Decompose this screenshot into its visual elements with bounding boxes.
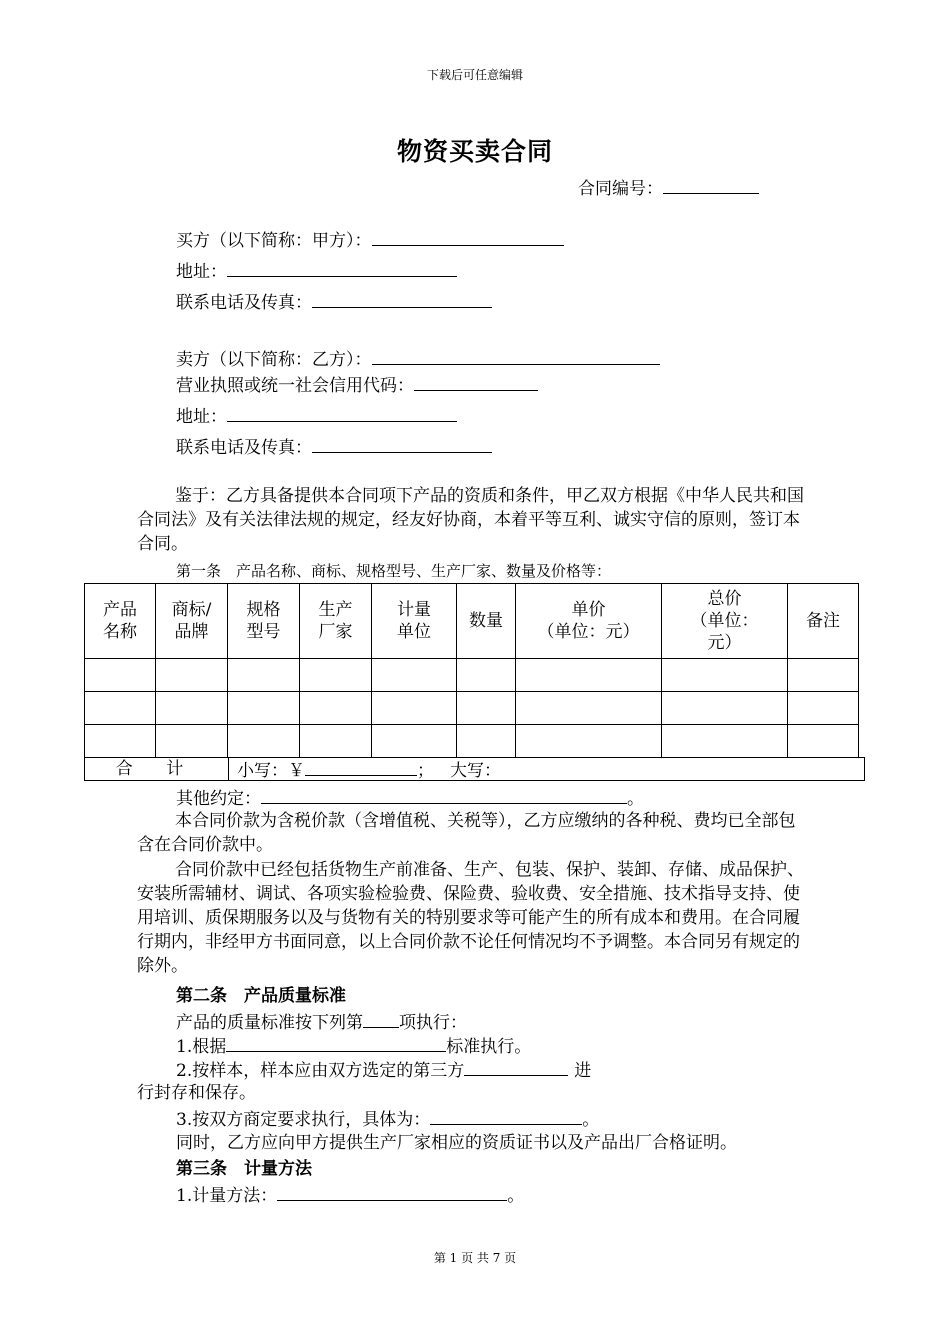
header-cell [457, 584, 516, 659]
seller-phone-field[interactable] [312, 435, 492, 453]
buyer-phone-line [176, 290, 492, 314]
price-paragraph-2: 合同价款中已经包括货物生产前准备、生产、包装、保护、装卸、存储、成品保护、安装所需辅材、调试、各项实验检验费、保险费、验收费、安全措施、技术指导支持、使用培训、质保期服务以及与货物有关的特别要求等可能产生的所有成本和费用。在合同履行期内，非经甲方书面同意，以上合同价款不论任何情况均不予调整。本合同另有规定的除外。 [137, 860, 804, 976]
buyer-address-label: 地址： [176, 262, 227, 282]
header-text: 元） [707, 633, 742, 653]
page-footer: 第 1 页 共 7 页 [433, 1251, 517, 1265]
seller-address-line [176, 404, 457, 428]
article2-item2-post: 进 [574, 1061, 592, 1081]
table-cell[interactable] [662, 725, 788, 758]
total-row [84, 757, 865, 781]
header-text: 单位 [397, 622, 431, 642]
article2-intro [176, 1010, 467, 1034]
article2-intro-post: 项执行： [399, 1013, 467, 1033]
amount-separator: ； [417, 761, 434, 781]
header-cell [156, 584, 228, 659]
table-cell[interactable] [85, 659, 156, 692]
header-cell [788, 584, 859, 659]
table-cell[interactable] [156, 659, 228, 692]
table-cell[interactable] [85, 725, 156, 758]
table-cell[interactable] [788, 692, 859, 725]
article2-item-number-field[interactable] [363, 1010, 399, 1028]
header-text: 数量 [469, 611, 503, 631]
standard-field[interactable] [226, 1034, 446, 1052]
article3-heading: 第三条 计量方法 [176, 1159, 312, 1179]
header-text: 型号 [246, 622, 281, 642]
table-cell[interactable] [228, 659, 300, 692]
preamble: 鉴于：乙方具备提供本合同项下产品的资质和条件，甲乙双方根据《中华人民共和国合同法》及有关法律法规的规定，经友好协商，本着平等互利、诚实守信的原则，签订本合同。 [137, 486, 804, 554]
small-amount-label: 小写：￥ [237, 761, 305, 781]
article3-item1-pre: 1.计量方法： [176, 1186, 278, 1206]
table-cell[interactable] [788, 725, 859, 758]
small-amount-field[interactable] [305, 758, 417, 776]
table-row [85, 725, 859, 758]
other-terms-field[interactable] [261, 786, 627, 804]
seller-phone-line [176, 435, 492, 459]
article2-also: 同时，乙方应向甲方提供生产厂家相应的资质证书以及产品出厂合格证明。 [176, 1133, 737, 1153]
measurement-method-field[interactable] [277, 1183, 507, 1201]
table-cell[interactable] [372, 659, 457, 692]
article2-item1-pre: 1.根据 [176, 1037, 227, 1057]
article3-item1-post: 。 [507, 1186, 525, 1206]
header-text: 产品 [103, 600, 137, 620]
table-row [85, 692, 859, 725]
article2-intro-pre: 产品的质量标准按下列第 [176, 1013, 363, 1033]
contract-no-line [578, 176, 759, 200]
table-cell[interactable] [516, 659, 662, 692]
contract-no-field[interactable] [663, 176, 759, 194]
table-cell[interactable] [300, 659, 372, 692]
table-cell[interactable] [457, 725, 516, 758]
seller-phone-label: 联系电话及传真： [176, 438, 312, 458]
header-text: 品牌 [174, 622, 209, 642]
header-text: 规格 [246, 600, 281, 620]
article2-item3-post: 。 [582, 1110, 600, 1130]
header-cell [372, 584, 457, 659]
table-cell[interactable] [85, 692, 156, 725]
article2-item2 [176, 1058, 591, 1082]
header-note: 下载后可任意编辑 [426, 68, 523, 82]
other-terms-end: 。 [627, 789, 644, 809]
header-text: 计量 [397, 600, 431, 620]
article3-item1 [176, 1183, 524, 1207]
table-cell[interactable] [156, 725, 228, 758]
total-label: 合 计 [85, 758, 229, 780]
table-header-row [85, 584, 859, 659]
header-text: 厂家 [318, 622, 353, 642]
seller-address-label: 地址： [176, 407, 227, 427]
seller-address-field[interactable] [227, 404, 457, 422]
header-cell [662, 584, 788, 659]
header-cell [516, 584, 662, 659]
seller-license-field[interactable] [414, 373, 538, 391]
header-text: 总价 [707, 589, 742, 609]
header-cell [228, 584, 300, 659]
table-cell[interactable] [300, 692, 372, 725]
article2-item1 [176, 1034, 531, 1058]
header-text: （单位： [690, 611, 759, 631]
seller-name-label: 卖方（以下简称：乙方）： [176, 350, 372, 370]
header-text: 名称 [103, 622, 137, 642]
total-amounts [237, 758, 501, 780]
header-cell [300, 584, 372, 659]
article2-heading: 第二条 产品质量标准 [176, 986, 346, 1006]
contract-no-label: 合同编号： [578, 179, 663, 199]
header-cell [85, 584, 156, 659]
table-row [85, 659, 859, 692]
goods-table [84, 583, 859, 758]
article2-item2-cont: 行封存和保存。 [137, 1083, 256, 1103]
buyer-address-field[interactable] [227, 259, 457, 277]
table-cell[interactable] [788, 659, 859, 692]
big-amount-label: 大写： [450, 761, 501, 781]
page-title: 物资买卖合同 [396, 137, 553, 166]
header-text: 商标/ [171, 600, 212, 620]
table-cell[interactable] [300, 725, 372, 758]
agreed-requirement-field[interactable] [430, 1107, 582, 1125]
seller-name-line [176, 347, 660, 371]
article2-item2-pre: 2.按样本，样本应由双方选定的第三方 [176, 1061, 465, 1081]
buyer-name-label: 买方（以下简称：甲方）： [176, 231, 372, 251]
table-cell[interactable] [457, 692, 516, 725]
table-cell[interactable] [228, 692, 300, 725]
buyer-name-line [176, 228, 564, 252]
table-cell[interactable] [457, 659, 516, 692]
buyer-address-line [176, 259, 457, 283]
article2-item3 [176, 1107, 599, 1131]
header-text: （单位：元） [537, 622, 640, 642]
seller-license-label: 营业执照或统一社会信用代码： [176, 376, 414, 396]
table-cell[interactable] [372, 725, 457, 758]
other-terms-line [176, 786, 644, 810]
buyer-name-field[interactable] [372, 228, 564, 246]
buyer-phone-field[interactable] [312, 290, 492, 308]
header-text: 备注 [806, 611, 840, 631]
price-paragraph-1: 本合同价款为含税价款（含增值税、关税等），乙方应缴纳的各种税、费均已全部包含在合同价款中。 [137, 811, 796, 855]
seller-license-line [176, 373, 538, 397]
table-cell[interactable] [516, 692, 662, 725]
table-cell[interactable] [662, 659, 788, 692]
article2-item3-pre: 3.按双方商定要求执行，具体为： [176, 1110, 431, 1130]
seller-name-field[interactable] [372, 347, 660, 365]
table-cell[interactable] [662, 692, 788, 725]
table-cell[interactable] [156, 692, 228, 725]
buyer-phone-label: 联系电话及传真： [176, 293, 312, 313]
article1-heading: 第一条 产品名称、商标、规格型号、生产厂家、数量及价格等： [176, 562, 612, 580]
table-cell[interactable] [228, 725, 300, 758]
header-text: 生产 [318, 600, 353, 620]
table-cell[interactable] [372, 692, 457, 725]
third-party-field[interactable] [464, 1058, 568, 1076]
article2-item1-post: 标准执行。 [446, 1037, 532, 1057]
header-text: 单价 [571, 600, 606, 620]
table-cell[interactable] [516, 725, 662, 758]
other-terms-label: 其他约定： [176, 789, 261, 809]
